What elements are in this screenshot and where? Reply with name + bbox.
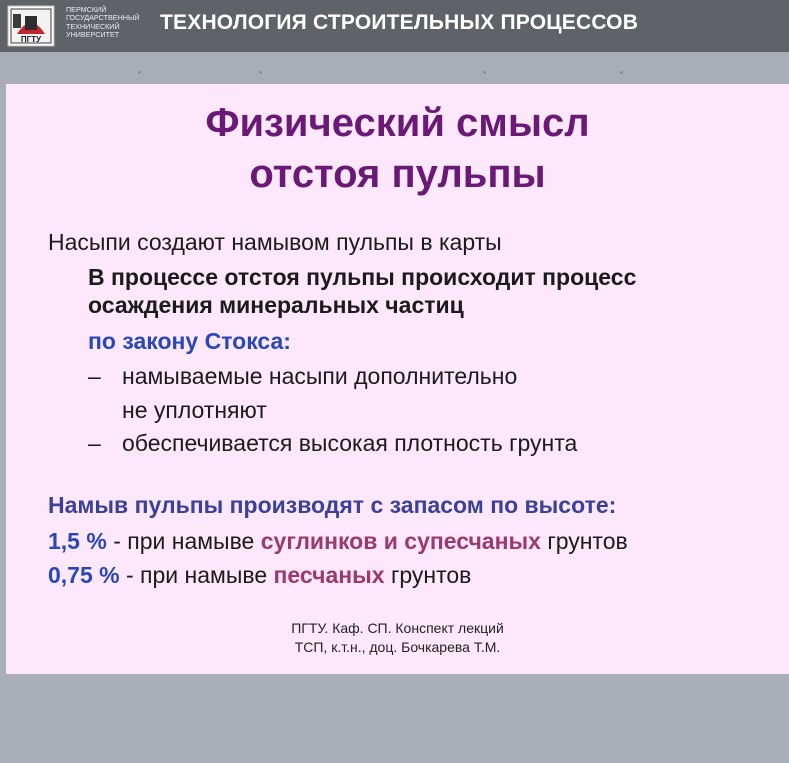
decor-dot [138, 71, 141, 74]
footer-line-1: ПГТУ. Каф. СП. Конспект лекций [291, 620, 504, 636]
slide-title [6, 100, 789, 197]
process-text-line-1: В процессе отстоя пульпы происходит процесс [88, 264, 637, 290]
reserve-heading: Намыв пульпы производят с запасом по высоте: [48, 492, 617, 518]
reserve-value-1: 1,5 % [48, 528, 107, 554]
bottom-band [0, 674, 789, 763]
logo-emblem-icon [5, 4, 63, 48]
reserve-end-1: грунтов [547, 528, 628, 554]
reserve-row-2 [48, 562, 471, 589]
soil-type-2: песчаных [273, 562, 385, 588]
reserve-end-2: грунтов [390, 562, 472, 588]
footer-line-2: ТСП, к.т.н., доц. Бочкарева Т.М. [294, 639, 501, 655]
course-title: ТЕХНОЛОГИЯ СТРОИТЕЛЬНЫХ ПРОЦЕССОВ [160, 11, 639, 34]
stokes-law-text: по закону Стокса: [88, 328, 291, 354]
university-name-line: УНИВЕРСИТЕТ [66, 29, 120, 39]
bullet-1-line-2: не уплотняют [122, 397, 267, 423]
svg-text:ПГТУ: ПГТУ [20, 35, 42, 44]
reserve-middle-2: - при намыве [126, 562, 268, 588]
slide-title-line-1: Физический смысл [205, 101, 590, 145]
university-name-line: ГОСУДАРСТВЕННЫЙ [66, 13, 140, 23]
slide-title-line-2: отстоя пульпы [249, 152, 546, 196]
university-name [66, 6, 146, 39]
bullet-dash: – [88, 430, 101, 456]
soil-type-1: суглинков и супесчаных [260, 528, 541, 554]
process-text-line-2: осаждения минеральных частиц [88, 292, 464, 318]
reserve-value-2: 0,75 % [48, 562, 120, 588]
reserve-middle-1: - при намыве [113, 528, 255, 554]
university-name-line: ТЕХНИЧЕСКИЙ [66, 21, 120, 31]
reserve-row-1 [48, 528, 628, 555]
intro-text: Насыпи создают намывом пульпы в карты [48, 229, 502, 255]
bullet-dash: – [88, 363, 101, 389]
decor-dot [259, 71, 262, 74]
university-logo [5, 4, 63, 48]
header-bar [0, 0, 789, 52]
header-spacer [0, 52, 789, 84]
bullet-2-text: обеспечивается высокая плотность грунта [122, 430, 578, 456]
bullet-1-line-1: намываемые насыпи дополнительно [122, 363, 518, 389]
university-name-line: ПЕРМСКИЙ [66, 5, 107, 14]
decor-dot [620, 71, 623, 74]
decor-dot [483, 71, 486, 74]
slide-panel [6, 84, 789, 674]
